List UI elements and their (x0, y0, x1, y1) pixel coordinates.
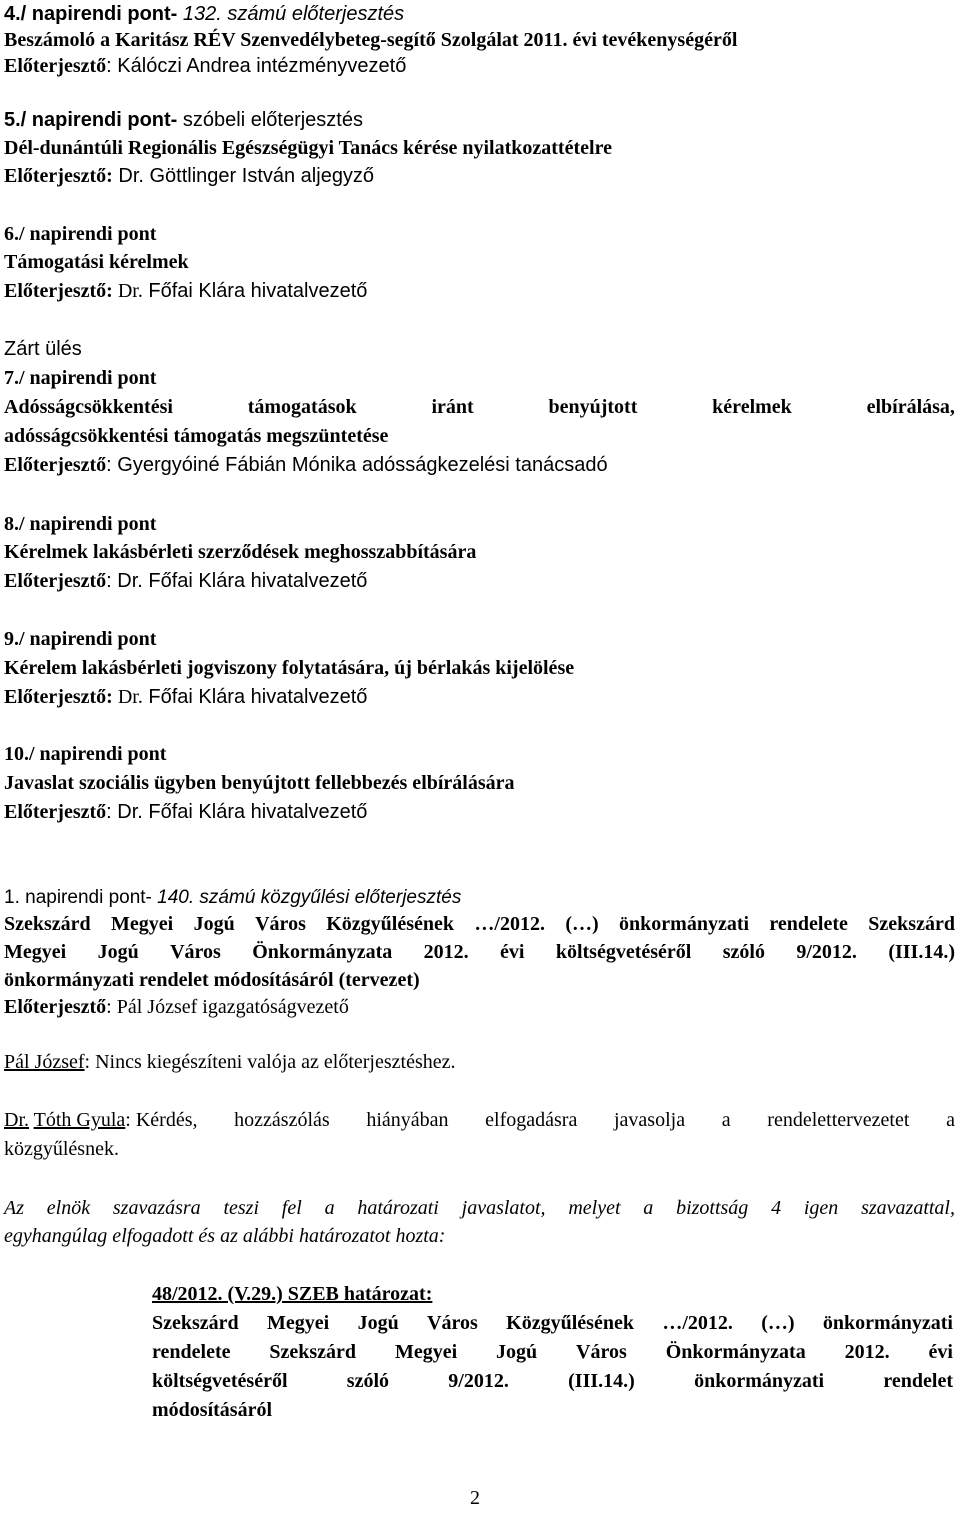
agenda-item-7-presenter: Előterjesztő: Gyergyóiné Fábián Mónika adósságkezelési tanácsadó (4, 454, 608, 476)
speech-toth-gyula-line1: Dr. Tóth Gyula: Kérdés, hozzászólás hiányában elfogadásra javasolja a rendelettervezetet a (4, 1109, 955, 1131)
resolution-line3: költségvetéséről szóló 9/2012. (III.14.) önkormányzati rendelet (152, 1370, 953, 1392)
agenda-item-7-title-line2: adósságcsökkentési támogatás megszüntetése (4, 425, 389, 447)
agenda-item-8-heading: 8./ napirendi pont (4, 513, 157, 535)
resolution-line4: módosításáról (152, 1399, 272, 1421)
closed-session-label: Zárt ülés (4, 338, 82, 360)
agenda-item-10-heading: 10./ napirendi pont (4, 743, 167, 765)
resolution-line2: rendelete Szekszárd Megyei Jogú Város Önkormányzata 2012. évi (152, 1341, 953, 1363)
agenda-item-1-title-line1: Szekszárd Megyei Jogú Város Közgyűlésének …/2012. (…) önkormányzati rendelete Szekszárd (4, 913, 955, 935)
agenda-item-9-presenter: Előterjesztő: Dr. Főfai Klára hivatalvezető (4, 686, 368, 708)
agenda-item-5-presenter: Előterjesztő: Dr. Göttlinger István aljegyző (4, 165, 375, 187)
agenda-item-10-presenter: Előterjesztő: Dr. Főfai Klára hivatalvezető (4, 801, 368, 823)
agenda-item-1-heading: 1. napirendi pont- 140. számú közgyűlési előterjesztés (4, 887, 462, 908)
vote-statement-line2: egyhangúlag elfogadott és az alábbi határozatot hozta: (4, 1225, 446, 1247)
agenda-item-7-title-line1: Adósságcsökkentési támogatások iránt benyújtott kérelmek elbírálása, (4, 396, 955, 418)
agenda-item-8-title: Kérelmek lakásbérleti szerződések meghosszabbítására (4, 541, 477, 563)
speech-toth-gyula-line2: közgyűlésnek. (4, 1138, 119, 1160)
speech-pal-jozsef: Pál József: Nincs kiegészíteni valója az előterjesztéshez. (4, 1051, 456, 1073)
agenda-item-4-presenter: Előterjesztő: Kálóczi Andrea intézményvezető (4, 55, 407, 77)
agenda-item-4-heading: 4./ napirendi pont- 132. számú előterjesztés (4, 3, 405, 25)
resolution-number: 48/2012. (V.29.) SZEB határozat: (152, 1283, 433, 1305)
agenda-item-6-title: Támogatási kérelmek (4, 251, 189, 273)
agenda-item-10-title: Javaslat szociális ügyben benyújtott fellebbezés elbírálására (4, 772, 515, 794)
resolution-line1: Szekszárd Megyei Jogú Város Közgyűlésének …/2012. (…) önkormányzati (152, 1312, 953, 1334)
agenda-item-1-presenter: Előterjesztő: Pál József igazgatóságvezető (4, 996, 349, 1018)
agenda-item-1-title-line3: önkormányzati rendelet módosításáról (tervezet) (4, 969, 420, 991)
agenda-item-9-heading: 9./ napirendi pont (4, 628, 157, 650)
agenda-item-5-heading: 5./ napirendi pont- szóbeli előterjesztés (4, 109, 363, 131)
agenda-item-6-heading: 6./ napirendi pont (4, 223, 157, 245)
agenda-item-9-title: Kérelem lakásbérleti jogviszony folytatására, új bérlakás kijelölése (4, 657, 575, 679)
agenda-item-8-presenter: Előterjesztő: Dr. Főfai Klára hivatalvezető (4, 570, 368, 592)
vote-statement-line1: Az elnök szavazásra teszi fel a határozati javaslatot, melyet a bizottság 4 igen szavazattal, (4, 1197, 955, 1219)
agenda-item-1-title-line2: Megyei Jogú Város Önkormányzata 2012. évi költségvetéséről szóló 9/2012. (III.14.) (4, 941, 955, 963)
agenda-item-4-title: Beszámoló a Karitász RÉV Szenvedélybeteg-segítő Szolgálat 2011. évi tevékenységéről (4, 29, 738, 51)
agenda-item-7-heading: 7./ napirendi pont (4, 367, 157, 389)
page-number: 2 (470, 1487, 480, 1509)
agenda-item-6-presenter: Előterjesztő: Dr. Főfai Klára hivatalvezető (4, 280, 368, 302)
agenda-item-5-title: Dél-dunántúli Regionális Egészségügyi Tanács kérése nyilatkozattételre (4, 137, 612, 159)
